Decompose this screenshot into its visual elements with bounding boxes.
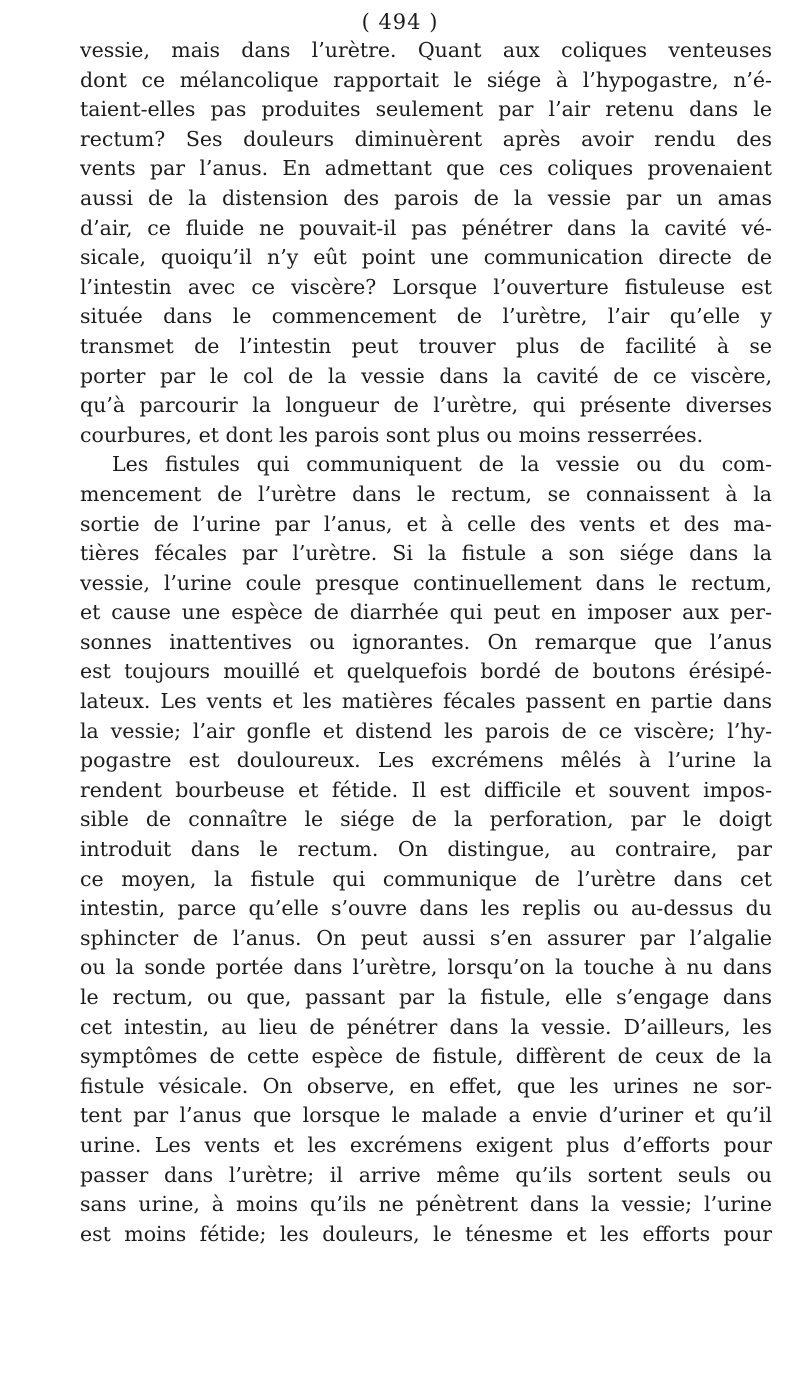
text-line: vessie, l’urine coule presque continuellement dans le rectum,	[80, 570, 772, 595]
text-line: transmet de l’intestin peut trouver plus de facilité à se	[80, 333, 772, 358]
text-line: intestin, parce qu’elle s’ouvre dans les replis ou au-dessus du	[80, 896, 772, 921]
text-line: sortie de l’urine par l’anus, et à celle des vents et des ma-	[80, 511, 772, 536]
text-line: ce moyen, la fistule qui communique de l’urètre dans cet	[80, 866, 772, 891]
text-line: lateux. Les vents et les matières fécales passent en partie dans	[80, 689, 772, 714]
text-line: ou la sonde portée dans l’urètre, lorsqu’on la touche à nu dans	[80, 955, 772, 980]
text-line: d’air, ce fluide ne pouvait-il pas pénétrer dans la cavité vé-	[80, 215, 772, 240]
text-line: passer dans l’urètre; il arrive même qu’ils sortent seuls ou	[80, 1162, 772, 1187]
text-line: cet intestin, au lieu de pénétrer dans la vessie. D’ailleurs, les	[80, 1014, 772, 1039]
text-line: est moins fétide; les douleurs, le ténesme et les efforts pour	[80, 1221, 772, 1246]
text-line: sicale, quoiqu’il n’y eût point une communication directe de	[80, 245, 772, 270]
text-line: pogastre est douloureux. Les excrémens mêlés à l’urine la	[80, 748, 772, 773]
text-line: sphincter de l’anus. On peut aussi s’en assurer par l’algalie	[80, 925, 772, 950]
text-line: introduit dans le rectum. On distingue, au contraire, par	[80, 837, 772, 862]
text-line: tières fécales par l’urètre. Si la fistule a son siége dans la	[80, 541, 772, 566]
text-line: et cause une espèce de diarrhée qui peut en imposer aux per-	[80, 600, 772, 625]
text-line: courbures, et dont les parois sont plus ou moins resserrées.	[80, 422, 704, 447]
text-line: le rectum, ou que, passant par la fistule, elle s’engage dans	[80, 985, 772, 1009]
text-line: Les fistules qui communiquent de la vessie ou du com-	[112, 452, 772, 477]
text-line: est toujours mouillé et quelquefois bordé de boutons érésipé-	[80, 659, 772, 684]
body-text	[80, 36, 772, 1249]
text-line: sans urine, à moins qu’ils ne pénètrent dans la vessie; l’urine	[80, 1192, 772, 1217]
text-line: fistule vésicale. On observe, en effet, que les urines ne sor-	[80, 1073, 772, 1098]
text-line: rendent bourbeuse et fétide. Il est difficile et souvent impos-	[80, 777, 772, 802]
text-line: sonnes inattentives ou ignorantes. On remarque que l’anus	[80, 629, 772, 654]
text-line: porter par le col de la vessie dans la cavité de ce viscère,	[80, 363, 772, 388]
text-line: située dans le commencement de l’urètre, l’air qu’elle y	[80, 304, 772, 329]
text-line: symptômes de cette espèce de fistule, diffèrent de ceux de la	[80, 1044, 772, 1069]
text-line: rectum? Ses douleurs diminuèrent après avoir rendu des	[80, 126, 772, 151]
text-line: aussi de la distension des parois de la vessie par un amas	[80, 185, 772, 210]
text-line: vessie, mais dans l’urètre. Quant aux coliques venteuses	[80, 38, 772, 62]
text-line: qu’à parcourir la longueur de l’urètre, qui présente diverses	[80, 393, 772, 418]
page-number: ( 494 )	[361, 10, 439, 34]
text-line: dont ce mélancolique rapportait le siége à l’hypogastre, n’é-	[80, 67, 772, 92]
text-line: l’intestin avec ce viscère? Lorsque l’ouverture fistuleuse est	[80, 274, 772, 299]
text-line: taient-elles pas produites seulement par l’air retenu dans le	[80, 97, 772, 122]
text-line: la vessie; l’air gonfle et distend les parois de ce viscère; l’hy-	[80, 718, 772, 743]
text-line: mencement de l’urètre dans le rectum, se connaissent à la	[80, 481, 772, 506]
text-line: vents par l’anus. En admettant que ces coliques provenaient	[80, 156, 772, 181]
text-line: urine. Les vents et les excrémens exigent plus d’efforts pour	[80, 1132, 772, 1157]
text-line: sible de connaître le siége de la perforation, par le doigt	[80, 807, 772, 832]
text-line: tent par l’anus que lorsque le malade a envie d’uriner et qu’il	[80, 1103, 772, 1128]
